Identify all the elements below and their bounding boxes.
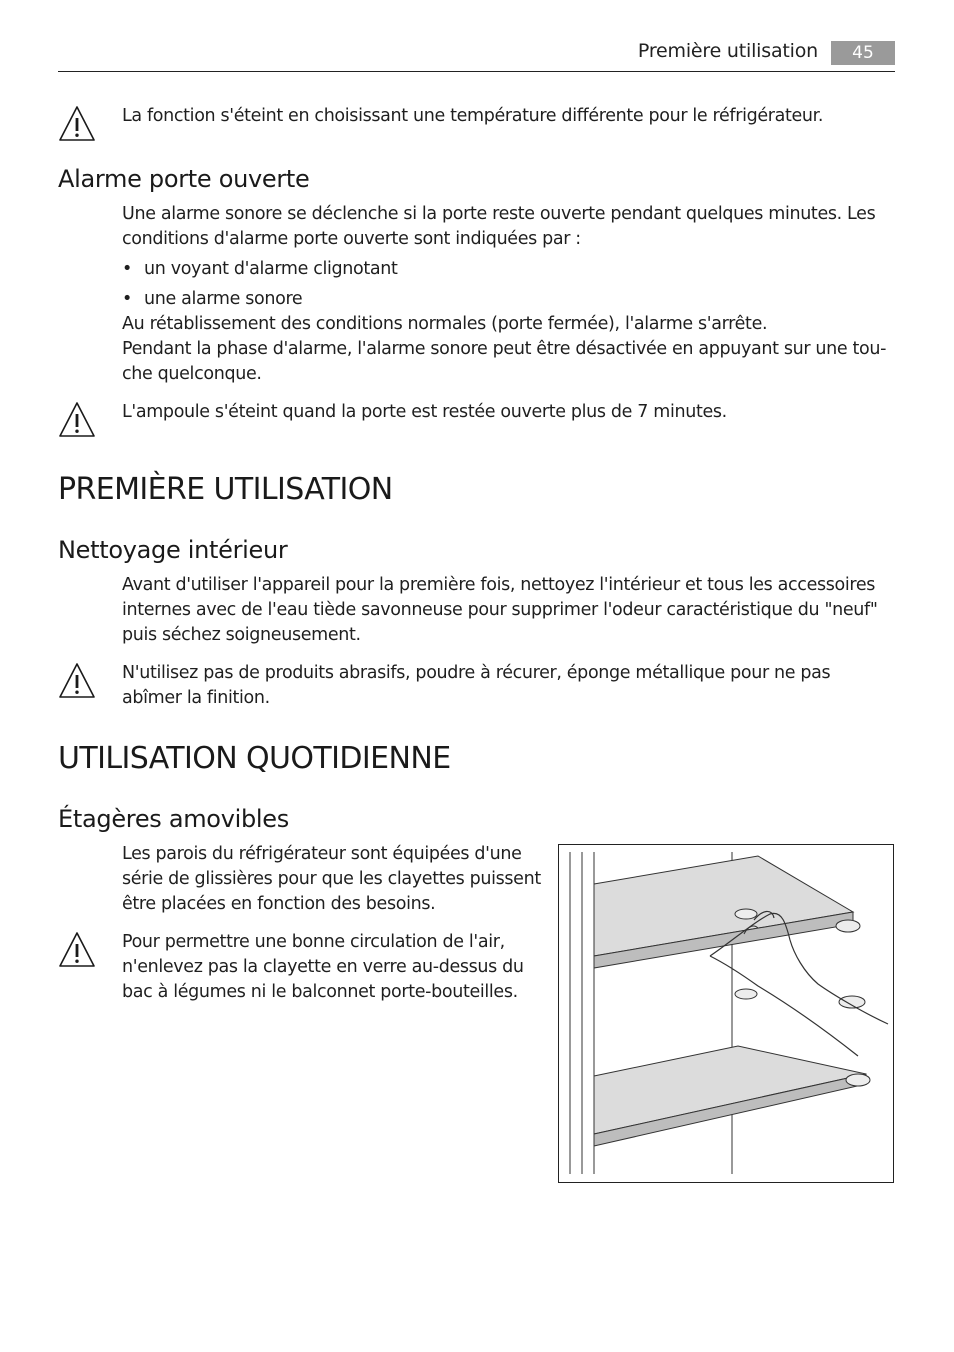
- warning-icon: [58, 931, 96, 969]
- text-line: puis séchez soigneusement.: [122, 625, 361, 645]
- text-line: série de glissières pour que les clayettes puissent: [122, 869, 541, 889]
- text-line: bac à légumes ni le balconnet porte-bouteilles.: [122, 982, 518, 1002]
- section-heading: Étagères amovibles: [58, 805, 289, 833]
- warning-icon: [58, 105, 96, 143]
- shelf-illustration: [558, 844, 894, 1183]
- shelves-body: [122, 842, 542, 917]
- bullet-icon: •: [122, 289, 132, 309]
- section-heading: Nettoyage intérieur: [58, 536, 288, 564]
- alarm-body: [122, 202, 892, 387]
- text-line: Pendant la phase d'alarme, l'alarme sonore peut être désactivée en appuyant sur une tou-: [122, 339, 887, 359]
- warning-text: [122, 930, 542, 1005]
- list-item: [122, 257, 892, 282]
- header-rule: [58, 71, 895, 72]
- text-line: Les parois du réfrigérateur sont équipées d'une: [122, 844, 522, 864]
- text-line: conditions d'alarme porte ouverte sont indiquées par :: [122, 229, 581, 249]
- list-item-text: un voyant d'alarme clignotant: [144, 259, 398, 279]
- text-line: être placées en fonction des besoins.: [122, 894, 436, 914]
- warning-icon: [58, 401, 96, 439]
- section-heading: Alarme porte ouverte: [58, 165, 310, 193]
- list-item: [122, 287, 892, 312]
- text-line: che quelconque.: [122, 364, 262, 384]
- text-line: Une alarme sonore se déclenche si la porte reste ouverte pendant quelques minutes. Les: [122, 204, 876, 224]
- page-number: 45: [831, 41, 895, 65]
- warning-text: N'utilisez pas de produits abrasifs, poudre à récurer, éponge métallique pour ne pas abîmer la finition.: [122, 663, 831, 708]
- text-line: internes avec de l'eau tiède savonneuse pour supprimer l'odeur caractéristique du "neuf": [122, 600, 878, 620]
- cleaning-body: [122, 573, 892, 648]
- text-line: n'enlevez pas la clayette en verre au-dessus du: [122, 957, 524, 977]
- text-line: Avant d'utiliser l'appareil pour la première fois, nettoyez l'intérieur et tous les accessoires: [122, 575, 876, 595]
- running-header-title: Première utilisation: [637, 40, 818, 62]
- chapter-heading: UTILISATION QUOTIDIENNE: [58, 741, 451, 776]
- list-item-text: une alarme sonore: [144, 289, 303, 309]
- warning-text: L'ampoule s'éteint quand la porte est restée ouverte plus de 7 minutes.: [122, 402, 727, 422]
- warning-text: La fonction s'éteint en choisissant une température différente pour le réfrigérateur.: [122, 106, 824, 126]
- warning-icon: [58, 662, 96, 700]
- text-line: Pour permettre une bonne circulation de l'air,: [122, 932, 505, 952]
- text-line: Au rétablissement des conditions normales (porte fermée), l'alarme s'arrête.: [122, 314, 768, 334]
- bullet-icon: •: [122, 259, 132, 279]
- chapter-heading: PREMIÈRE UTILISATION: [58, 472, 393, 507]
